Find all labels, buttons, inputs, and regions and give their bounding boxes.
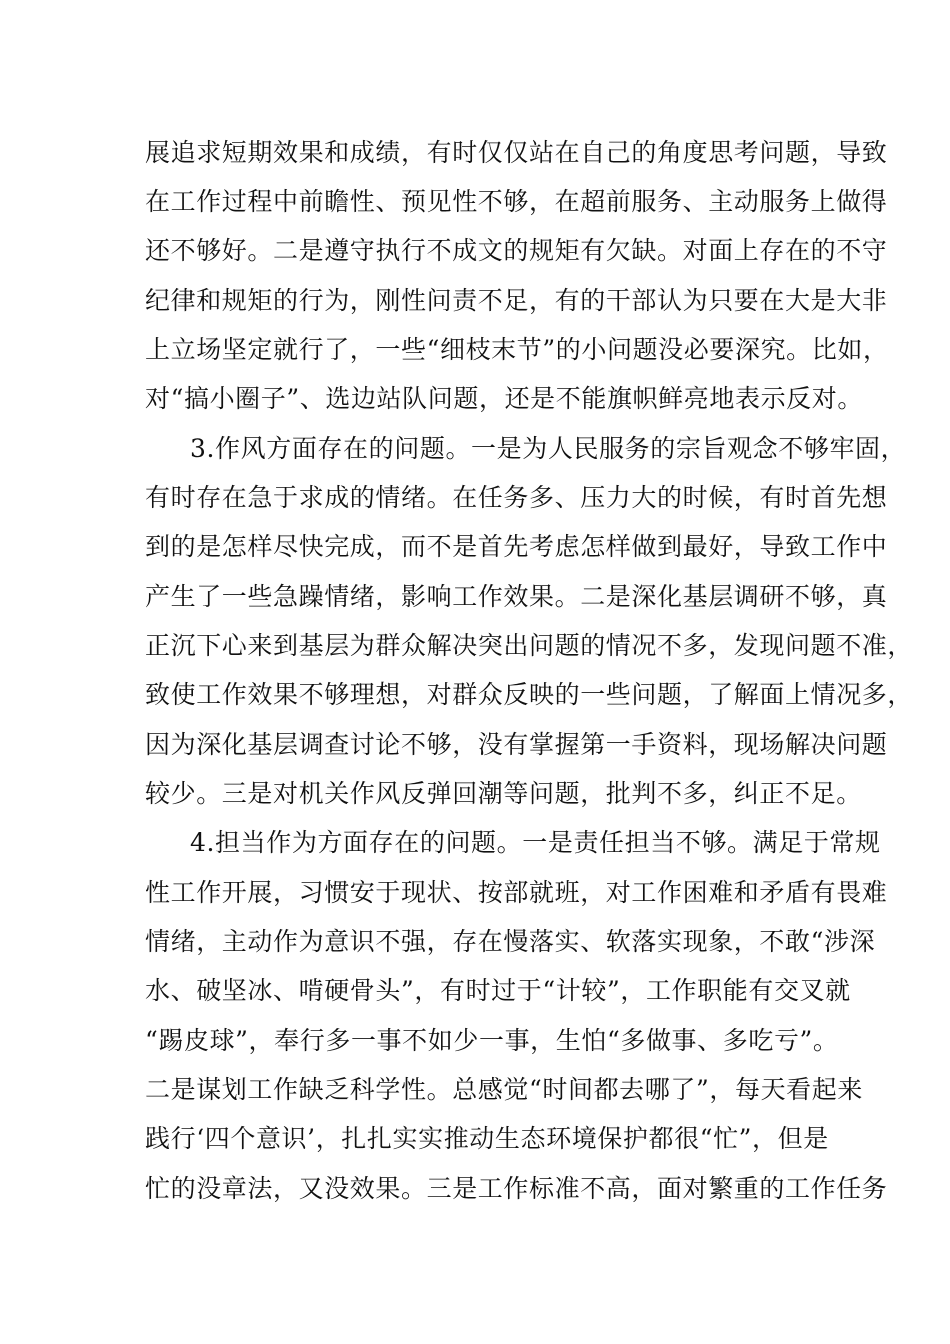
text-line: 致使工作效果不够理想，对群众反映的一些问题，了解面上情况多， xyxy=(145,680,914,709)
text-line: 性工作开展，习惯安于现状、按部就班，对工作困难和矛盾有畏难 xyxy=(145,878,888,907)
text-line: “踢皮球”，奉行多一事不如少一事，生怕“多做事、多吃亏”。 xyxy=(145,1026,839,1055)
text-line: 情绪，主动作为意识不强，存在慢落实、软落实现象，不敢“涉深 xyxy=(145,927,876,956)
text-line: 因为深化基层调查讨论不够，没有掌握第一手资料，现场解决问题 xyxy=(145,730,888,759)
text-line: 产生了一些急躁情绪，影响工作效果。二是深化基层调研不够，真 xyxy=(145,582,888,611)
text-line: 正沉下心来到基层为群众解决突出问题的情况不多，发现问题不准， xyxy=(145,631,914,660)
text-line: 到的是怎样尽快完成，而不是首先考虑怎样做到最好，导致工作中 xyxy=(145,532,888,561)
paragraph-heading: 4.担当作为方面存在的问题。一是责任担当不够。满足于常规 xyxy=(190,828,881,857)
text-line: 践行‘四个意识’，扎扎实实推动生态环境保护都很“忙”，但是 xyxy=(145,1124,829,1153)
text-line: 二是谋划工作缺乏科学性。总感觉“时间都去哪了”，每天看起来 xyxy=(145,1075,863,1104)
text-line: 纪律和规矩的行为，刚性问责不足，有的干部认为只要在大是大非 xyxy=(145,286,888,315)
text-line: 忙的没章法，又没效果。三是工作标准不高，面对繁重的工作任务 xyxy=(145,1174,888,1203)
text-line: 还不够好。二是遵守执行不成文的规矩有欠缺。对面上存在的不守 xyxy=(145,236,888,265)
paragraph-heading: 3.作风方面存在的问题。一是为人民服务的宗旨观念不够牢固， xyxy=(190,434,907,463)
text-line: 有时存在急于求成的情绪。在任务多、压力大的时候，有时首先想 xyxy=(145,483,888,512)
text-line: 在工作过程中前瞻性、预见性不够，在超前服务、主动服务上做得 xyxy=(145,187,888,216)
text-line: 较少。三是对机关作风反弹回潮等问题，批判不多，纠正不足。 xyxy=(145,779,862,808)
text-line: 上立场坚定就行了，一些“细枝末节”的小问题没必要深究。比如， xyxy=(145,335,889,364)
text-line: 水、破坚冰、啃硬骨头”，有时过于“计较”，工作职能有交叉就 xyxy=(145,976,851,1005)
text-line: 展追求短期效果和成绩，有时仅仅站在自己的角度思考问题，导致 xyxy=(145,138,888,167)
text-line: 对“搞小圈子”、选边站队问题，还是不能旗帜鲜亮地表示反对。 xyxy=(145,384,863,413)
